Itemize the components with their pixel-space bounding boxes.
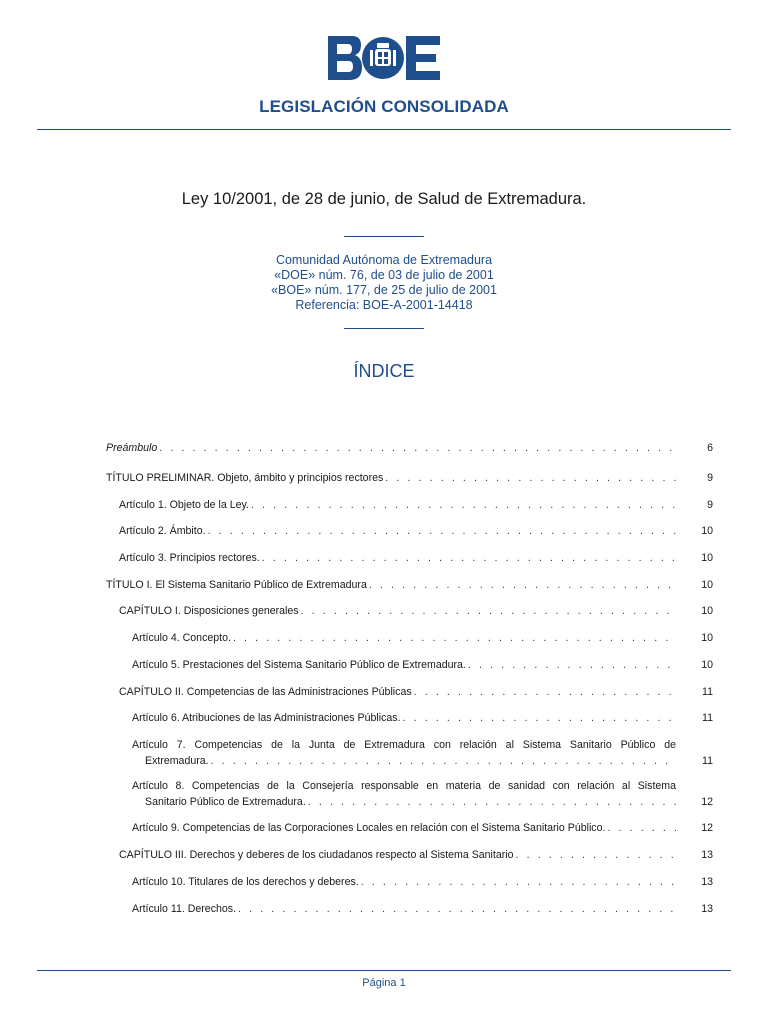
- toc-entry-label: Artículo 3. Principios rectores.: [119, 552, 260, 564]
- document-title: Ley 10/2001, de 28 de junio, de Salud de Extremadura.: [181, 190, 587, 208]
- toc-entry-label-cont: Sanitario Público de Extremadura.: [145, 796, 306, 808]
- index-heading: ÍNDICE: [353, 361, 415, 381]
- toc-page-number: 10: [701, 525, 713, 537]
- title-rule-top: [344, 236, 424, 237]
- toc-entry-articulo-11[interactable]: [132, 901, 676, 917]
- meta-reference: Referencia: BOE-A-2001-14418: [295, 298, 473, 312]
- toc-entry-titulo-preliminar[interactable]: [106, 470, 676, 486]
- toc-page-number: 12: [701, 796, 713, 808]
- meta-boe: «BOE» núm. 177, de 25 de julio de 2001: [271, 283, 497, 297]
- toc-page-number: 6: [707, 442, 713, 454]
- document-meta: [0, 253, 768, 313]
- meta-community: Comunidad Autónoma de Extremadura: [275, 253, 493, 267]
- toc-entry-label: CAPÍTULO II. Competencias de las Administraciones Públicas: [119, 686, 412, 698]
- toc-entry-articulo-6[interactable]: [132, 710, 676, 726]
- toc-entry-titulo-1[interactable]: [106, 577, 676, 593]
- toc-entry-label: Artículo 7. Competencias de la Junta de Extremadura con relación al Sistema Sanitario Público de: [132, 739, 676, 751]
- toc-entry-articulo-3[interactable]: [119, 550, 676, 566]
- toc-entry-label: Artículo 10. Titulares de los derechos y deberes.: [132, 876, 359, 888]
- toc-entry-label: CAPÍTULO I. Disposiciones generales: [119, 605, 299, 617]
- toc-page-number: 11: [702, 755, 713, 767]
- toc-page-number: 13: [701, 876, 713, 888]
- toc-page-number: 13: [701, 849, 713, 861]
- header-divider: [37, 129, 731, 130]
- toc-page-number: 10: [701, 659, 713, 671]
- toc-page-number: 11: [702, 686, 713, 698]
- toc-entry-articulo-5[interactable]: [132, 657, 676, 673]
- toc-page-number: 10: [701, 579, 713, 591]
- meta-doe: «DOE» núm. 76, de 03 de julio de 2001: [274, 268, 494, 282]
- toc-entry-label: Artículo 6. Atribuciones de las Administraciones Públicas.: [132, 712, 401, 724]
- toc-entry-label: Artículo 5. Prestaciones del Sistema Sanitario Público de Extremadura.: [132, 659, 466, 671]
- toc-entry-articulo-10[interactable]: [132, 874, 676, 890]
- toc-page-number: 9: [707, 472, 713, 484]
- toc-page-number: 9: [707, 499, 713, 511]
- toc-entry-capitulo-1[interactable]: [119, 603, 676, 619]
- toc-page-number: 12: [701, 822, 713, 834]
- toc-entry-label: Artículo 8. Competencias de la Consejería responsable en materia de sanidad con relación al Sistema: [132, 780, 676, 792]
- toc-entry-label: Preámbulo: [106, 442, 158, 454]
- toc-entry-label: TÍTULO I. El Sistema Sanitario Público de Extremadura: [106, 579, 367, 591]
- toc-entry-preambulo[interactable]: [106, 440, 676, 456]
- toc-entry-articulo-1[interactable]: [119, 497, 676, 513]
- toc-page-number: 10: [701, 605, 713, 617]
- toc-entry-label: Artículo 11. Derechos.: [132, 903, 237, 915]
- toc-entry-label: TÍTULO PRELIMINAR. Objeto, ámbito y principios rectores: [106, 472, 384, 484]
- toc-page-number: 10: [701, 552, 713, 564]
- toc-entry-label-cont: Extremadura.: [145, 755, 209, 767]
- toc-entry-articulo-8[interactable]: [132, 778, 676, 810]
- page-footer: Página 1: [362, 977, 406, 989]
- toc-entry-articulo-2[interactable]: [119, 523, 676, 539]
- boe-logo: [328, 36, 440, 80]
- toc-entry-label: CAPÍTULO III. Derechos y deberes de los ciudadanos respecto al Sistema Sanitario: [119, 849, 514, 861]
- title-rule-bottom: [344, 328, 424, 329]
- toc-page-number: 10: [701, 632, 713, 644]
- toc-entry-label: Artículo 1. Objeto de la Ley.: [119, 499, 249, 511]
- toc-entry-capitulo-2[interactable]: [119, 684, 676, 700]
- toc-entry-label: Artículo 4. Concepto.: [132, 632, 231, 644]
- toc-entry-articulo-4[interactable]: [132, 630, 676, 646]
- toc-entry-label: Artículo 2. Ámbito.: [119, 525, 206, 537]
- toc-page-number: 11: [702, 712, 713, 724]
- toc-entry-articulo-7[interactable]: [132, 737, 676, 769]
- toc-entry-capitulo-3[interactable]: [119, 847, 676, 863]
- toc-entry-articulo-9[interactable]: [132, 820, 676, 836]
- footer-divider: [37, 970, 731, 971]
- toc-page-number: 13: [701, 903, 713, 915]
- header-title: LEGISLACIÓN CONSOLIDADA: [259, 97, 509, 116]
- toc-entry-label: Artículo 9. Competencias de las Corporaciones Locales en relación con el Sistema Sanitario Público.: [132, 822, 606, 834]
